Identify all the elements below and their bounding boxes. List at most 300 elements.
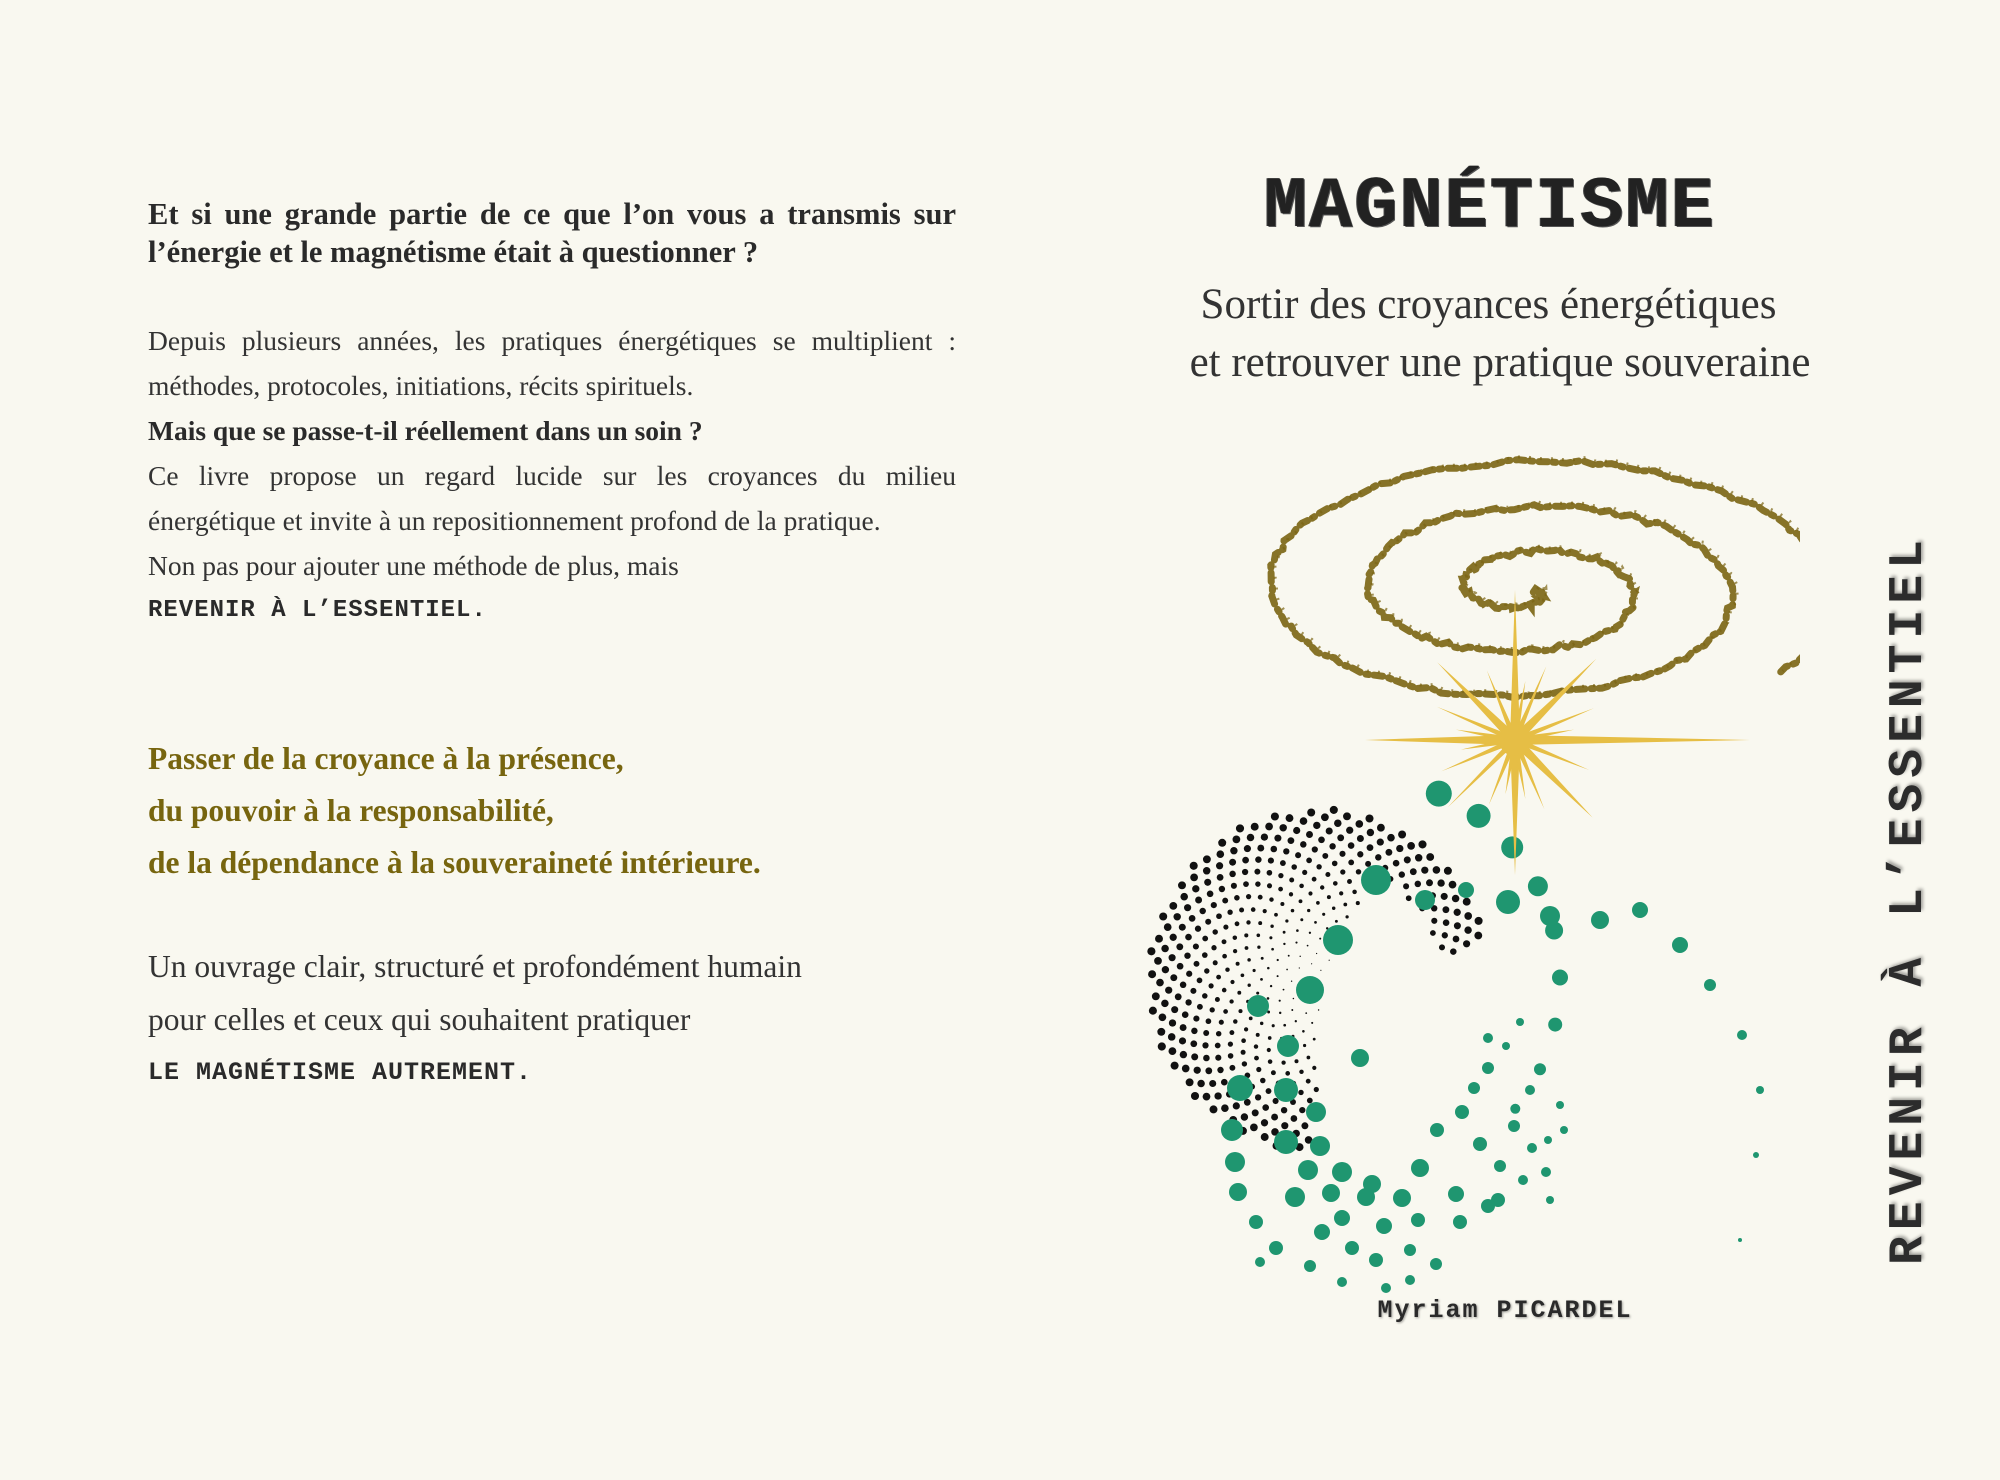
black-dot bbox=[1303, 1044, 1306, 1047]
black-dot bbox=[1241, 973, 1245, 977]
black-dot bbox=[1255, 1094, 1261, 1100]
green-dot bbox=[1528, 876, 1548, 896]
black-dot bbox=[1346, 827, 1353, 834]
black-dot bbox=[1227, 910, 1232, 915]
black-dot bbox=[1171, 1006, 1178, 1013]
black-dot bbox=[1250, 1124, 1258, 1132]
black-dot bbox=[1301, 1122, 1308, 1129]
black-dot bbox=[1203, 1093, 1211, 1101]
black-dot bbox=[1218, 839, 1226, 847]
black-dot bbox=[1184, 952, 1190, 958]
green-dot bbox=[1269, 1241, 1283, 1255]
green-dot bbox=[1298, 1160, 1318, 1180]
black-dot bbox=[1281, 1122, 1288, 1129]
black-dot bbox=[1268, 1059, 1273, 1064]
black-dot bbox=[1157, 1028, 1165, 1036]
black-dot bbox=[1254, 869, 1260, 875]
black-dot bbox=[1298, 1090, 1303, 1095]
black-dot bbox=[1309, 932, 1311, 934]
black-dot bbox=[1279, 824, 1286, 831]
black-dot bbox=[1348, 842, 1355, 849]
black-dot bbox=[1204, 879, 1211, 886]
black-dot bbox=[1278, 887, 1283, 892]
black-dot bbox=[1199, 908, 1205, 914]
green-dot bbox=[1351, 1049, 1369, 1067]
black-dot bbox=[1254, 1044, 1258, 1048]
black-dot bbox=[1442, 932, 1448, 938]
black-dot bbox=[1295, 942, 1297, 944]
black-dot bbox=[1242, 857, 1249, 864]
back-paragraph-2: Ce livre propose un regard lucide sur les croyances du milieu énergétique et invite à un repositionnement profond de la pratique. bbox=[148, 460, 956, 536]
black-dot bbox=[1190, 988, 1196, 994]
black-dot bbox=[1316, 864, 1321, 869]
black-dot bbox=[1255, 856, 1261, 862]
green-dot bbox=[1249, 1215, 1263, 1229]
black-dot bbox=[1261, 1119, 1268, 1126]
black-dot bbox=[1247, 958, 1251, 962]
black-dot bbox=[1474, 932, 1482, 940]
black-dot bbox=[1475, 917, 1483, 925]
black-dot bbox=[1230, 980, 1234, 984]
spiral-stroke bbox=[1271, 460, 1800, 698]
black-dot bbox=[1291, 1115, 1298, 1122]
book-subtitle bbox=[1100, 276, 1900, 392]
black-dot bbox=[1255, 881, 1260, 886]
black-dot bbox=[1439, 944, 1445, 950]
black-dot bbox=[1248, 984, 1251, 987]
black-dot bbox=[1398, 831, 1406, 839]
black-dot bbox=[1283, 943, 1285, 945]
black-dot bbox=[1267, 997, 1270, 1000]
black-dot bbox=[1260, 978, 1263, 981]
black-dot bbox=[1267, 870, 1273, 876]
black-dot bbox=[1286, 814, 1294, 822]
back-emphasis-essentiel: REVENIR À L’ESSENTIEL. bbox=[148, 597, 487, 624]
black-dot bbox=[1176, 943, 1183, 950]
closing-line: Un ouvrage clair, structuré et profondément humain bbox=[148, 949, 802, 984]
black-dot bbox=[1393, 860, 1400, 867]
black-dot bbox=[1233, 1102, 1240, 1109]
black-dot bbox=[1197, 1080, 1205, 1088]
gold-star-icon bbox=[1365, 590, 1750, 875]
green-dot bbox=[1672, 937, 1688, 953]
black-dot bbox=[1399, 871, 1405, 877]
black-dot bbox=[1281, 1060, 1285, 1064]
green-dot bbox=[1737, 1030, 1747, 1040]
black-dot bbox=[1333, 881, 1338, 886]
black-dot bbox=[1307, 909, 1310, 912]
black-dot bbox=[1365, 814, 1373, 822]
green-dot bbox=[1337, 1277, 1347, 1287]
black-dot bbox=[1244, 845, 1251, 852]
black-dot bbox=[1441, 893, 1448, 900]
black-dot bbox=[1464, 912, 1472, 920]
black-dot bbox=[1339, 851, 1345, 857]
gold-line: Passer de la croyance à la présence, bbox=[148, 741, 624, 776]
black-dot bbox=[1261, 1133, 1269, 1141]
black-dot bbox=[1212, 929, 1217, 934]
black-dot bbox=[1291, 1009, 1293, 1011]
black-dot bbox=[1367, 829, 1374, 836]
black-dot bbox=[1161, 1000, 1168, 1007]
black-dot bbox=[1175, 993, 1182, 1000]
black-dot bbox=[1239, 908, 1244, 913]
black-dot bbox=[1168, 1033, 1176, 1041]
black-dot bbox=[1256, 933, 1260, 937]
black-dot bbox=[1308, 891, 1312, 895]
black-dot bbox=[1318, 836, 1325, 843]
black-dot bbox=[1206, 1018, 1212, 1024]
black-dot bbox=[1253, 969, 1256, 972]
black-dot bbox=[1203, 1030, 1209, 1036]
back-closing bbox=[148, 940, 956, 1099]
black-dot bbox=[1197, 978, 1203, 984]
black-dot bbox=[1258, 895, 1263, 900]
black-dot bbox=[1352, 890, 1357, 895]
green-dot bbox=[1221, 1119, 1243, 1141]
green-dot bbox=[1455, 1105, 1469, 1119]
black-dot bbox=[1410, 868, 1417, 875]
black-dot bbox=[1262, 1104, 1269, 1111]
green-dot bbox=[1426, 781, 1452, 807]
black-dot bbox=[1205, 1067, 1212, 1074]
black-dot bbox=[1316, 901, 1320, 905]
black-dot bbox=[1273, 1098, 1279, 1104]
green-dot bbox=[1483, 1033, 1493, 1043]
black-dot bbox=[1415, 854, 1422, 861]
green-dot bbox=[1345, 1241, 1359, 1255]
black-dot bbox=[1164, 923, 1172, 931]
black-dot bbox=[1195, 926, 1201, 932]
back-paragraph-1: Depuis plusieurs années, les pratiques énergétiques se multiplient : méthodes, protocoles, initiations, récits spirituels. bbox=[148, 325, 956, 401]
black-dot bbox=[1291, 981, 1292, 982]
subtitle-line-2: et retrouver une pratique souveraine bbox=[1189, 339, 1811, 386]
black-dot bbox=[1229, 1030, 1234, 1035]
black-dot bbox=[1306, 831, 1313, 838]
green-dot bbox=[1473, 1137, 1487, 1151]
back-cover-body bbox=[148, 318, 956, 633]
black-dot bbox=[1335, 920, 1338, 923]
black-dot bbox=[1221, 1079, 1228, 1086]
black-dot bbox=[1307, 1098, 1313, 1104]
black-dot bbox=[1348, 860, 1354, 866]
black-dot bbox=[1280, 860, 1286, 866]
black-dot bbox=[1238, 1009, 1242, 1013]
black-dot bbox=[1343, 812, 1351, 820]
black-dot bbox=[1217, 874, 1224, 881]
black-dot bbox=[1216, 1031, 1221, 1036]
black-dot bbox=[1209, 1080, 1216, 1087]
black-dot bbox=[1329, 960, 1330, 961]
black-dot bbox=[1289, 892, 1293, 896]
black-dot bbox=[1330, 806, 1338, 814]
green-dot bbox=[1415, 890, 1435, 910]
black-dot bbox=[1180, 982, 1187, 989]
green-dot bbox=[1516, 1018, 1524, 1026]
black-dot bbox=[1223, 925, 1228, 930]
black-dot bbox=[1152, 992, 1160, 1000]
green-dot bbox=[1393, 1189, 1411, 1207]
black-dot bbox=[1268, 858, 1274, 864]
green-dot bbox=[1411, 1213, 1425, 1227]
green-dot bbox=[1255, 1257, 1265, 1267]
green-dot bbox=[1560, 1126, 1568, 1134]
black-dot bbox=[1222, 988, 1227, 993]
green-dot bbox=[1518, 1175, 1528, 1185]
black-dot bbox=[1190, 1040, 1197, 1047]
black-dot bbox=[1305, 1012, 1307, 1014]
black-dot bbox=[1214, 1092, 1221, 1099]
black-dot bbox=[1307, 1056, 1311, 1060]
black-dot bbox=[1426, 879, 1433, 886]
black-dot bbox=[1286, 969, 1288, 971]
black-dot bbox=[1272, 1024, 1275, 1027]
book-title: MAGNÉTISME bbox=[1263, 166, 1717, 248]
green-dot bbox=[1556, 1101, 1564, 1109]
black-dot bbox=[1194, 1067, 1201, 1074]
black-dot bbox=[1202, 952, 1208, 958]
black-dot bbox=[1170, 934, 1177, 941]
black-dot bbox=[1271, 948, 1274, 951]
green-dot bbox=[1482, 1062, 1494, 1074]
black-dot bbox=[1233, 949, 1237, 953]
black-dot bbox=[1149, 1007, 1157, 1015]
green-dot bbox=[1738, 1238, 1742, 1242]
black-dot bbox=[1283, 989, 1285, 991]
green-dot bbox=[1756, 1086, 1764, 1094]
green-dot bbox=[1458, 882, 1474, 898]
black-dot bbox=[1222, 939, 1227, 944]
cover-illustration bbox=[1080, 440, 1800, 1310]
black-dot bbox=[1387, 834, 1395, 842]
black-dot bbox=[1267, 883, 1272, 888]
author-name: Myriam PICARDEL bbox=[1377, 1296, 1633, 1325]
black-dot bbox=[1219, 1020, 1224, 1025]
black-dot bbox=[1312, 1066, 1316, 1070]
black-dot bbox=[1345, 915, 1348, 918]
scribble-spiral-icon bbox=[1271, 457, 1800, 698]
green-dot bbox=[1229, 1183, 1247, 1201]
black-dot bbox=[1289, 878, 1294, 883]
black-dot bbox=[1367, 844, 1374, 851]
black-dot bbox=[1256, 1067, 1261, 1072]
green-dot bbox=[1332, 1162, 1352, 1182]
green-dot bbox=[1274, 1078, 1298, 1102]
gold-line: du pouvoir à la responsabilité, bbox=[148, 793, 554, 828]
black-dot bbox=[1294, 1059, 1298, 1063]
black-dot bbox=[1202, 936, 1208, 942]
black-dot bbox=[1357, 835, 1364, 842]
black-dot bbox=[1268, 1036, 1272, 1040]
black-dot bbox=[1444, 867, 1452, 875]
green-dot bbox=[1453, 1215, 1467, 1229]
black-dot bbox=[1233, 836, 1241, 844]
black-dot bbox=[1169, 1047, 1177, 1055]
black-dot bbox=[1203, 855, 1211, 863]
black-dot bbox=[1203, 1055, 1210, 1062]
black-dot bbox=[1322, 853, 1328, 859]
green-dot bbox=[1534, 1063, 1546, 1075]
green-dot bbox=[1277, 1035, 1299, 1057]
black-dot bbox=[1245, 946, 1249, 950]
green-dot-spiral bbox=[1221, 781, 1764, 1293]
black-dot bbox=[1320, 970, 1321, 971]
black-dot bbox=[1375, 854, 1381, 860]
black-dot bbox=[1291, 909, 1295, 913]
back-bold-question: Mais que se passe-t-il réellement dans un soin ? bbox=[148, 415, 703, 446]
black-dot bbox=[1313, 822, 1320, 829]
black-dot bbox=[1307, 809, 1315, 817]
green-dot bbox=[1306, 1102, 1326, 1122]
black-dot bbox=[1332, 907, 1335, 910]
black-dot bbox=[1299, 956, 1300, 957]
black-dot bbox=[1274, 835, 1281, 842]
black-dot bbox=[1288, 955, 1290, 957]
black-dot bbox=[1192, 885, 1199, 892]
black-dot bbox=[1204, 968, 1209, 973]
black-dot bbox=[1210, 1007, 1215, 1012]
black-dot bbox=[1261, 833, 1268, 840]
black-dot bbox=[1222, 954, 1227, 959]
black-dot bbox=[1278, 873, 1283, 878]
green-dot bbox=[1405, 1275, 1415, 1285]
black-dot bbox=[1246, 920, 1250, 924]
black-dot bbox=[1179, 924, 1186, 931]
black-dot bbox=[1279, 1012, 1281, 1014]
black-dot bbox=[1209, 983, 1214, 988]
green-dot bbox=[1430, 1258, 1442, 1270]
black-dot bbox=[1211, 902, 1217, 908]
black-dot bbox=[1300, 841, 1307, 848]
green-dot bbox=[1591, 911, 1609, 929]
black-dot bbox=[1229, 1065, 1235, 1071]
green-dot bbox=[1548, 1018, 1562, 1032]
black-dot bbox=[1269, 897, 1273, 901]
black-dot bbox=[1229, 859, 1236, 866]
black-dot bbox=[1356, 901, 1360, 905]
black-dot bbox=[1299, 1107, 1305, 1113]
closing-line: pour celles et ceux qui souhaitent pratiquer bbox=[148, 1002, 691, 1037]
black-dot bbox=[1316, 953, 1317, 954]
black-dot bbox=[1229, 999, 1233, 1003]
green-dot bbox=[1481, 1199, 1495, 1213]
black-dot bbox=[1180, 1051, 1187, 1058]
black-dot bbox=[1404, 856, 1411, 863]
black-dot bbox=[1339, 891, 1343, 895]
green-dot bbox=[1361, 865, 1391, 895]
black-dot bbox=[1267, 967, 1270, 970]
black-dot bbox=[1314, 1087, 1319, 1092]
black-dot bbox=[1236, 824, 1244, 832]
black-dot bbox=[1450, 948, 1456, 954]
black-dot bbox=[1243, 881, 1249, 887]
black-dot bbox=[1311, 963, 1312, 964]
black-dot bbox=[1228, 1041, 1233, 1046]
black-dot bbox=[1191, 1092, 1199, 1100]
black-dot bbox=[1182, 1011, 1189, 1018]
black-dot bbox=[1365, 861, 1371, 867]
black-dot bbox=[1291, 864, 1297, 870]
black-dot bbox=[1261, 957, 1264, 960]
black-dot bbox=[1223, 1009, 1228, 1014]
black-dot bbox=[1319, 938, 1321, 940]
black-dot bbox=[1449, 881, 1457, 889]
black-dot bbox=[1421, 867, 1428, 874]
black-dot bbox=[1249, 1017, 1253, 1021]
green-dot bbox=[1448, 1186, 1464, 1202]
black-dot bbox=[1426, 853, 1434, 861]
black-dot bbox=[1258, 921, 1262, 925]
black-dot bbox=[1312, 877, 1317, 882]
black-dot bbox=[1217, 1067, 1223, 1073]
black-dot bbox=[1170, 974, 1177, 981]
black-dot bbox=[1254, 1056, 1259, 1061]
black-dot bbox=[1215, 997, 1220, 1002]
star-core bbox=[1499, 724, 1531, 756]
black-dot bbox=[1162, 966, 1169, 973]
black-dot bbox=[1312, 846, 1318, 852]
black-dot bbox=[1242, 869, 1248, 875]
black-dot bbox=[1173, 913, 1180, 920]
black-dot bbox=[1302, 870, 1307, 875]
black-dot bbox=[1210, 1105, 1218, 1113]
black-dot bbox=[1169, 902, 1177, 910]
black-dot bbox=[1314, 921, 1317, 924]
black-dot bbox=[1270, 985, 1272, 987]
black-dot bbox=[1302, 1030, 1305, 1033]
green-dot bbox=[1753, 1152, 1759, 1158]
black-dot bbox=[1347, 879, 1352, 884]
black-dot bbox=[1222, 898, 1228, 904]
black-dot bbox=[1270, 846, 1277, 853]
black-dot bbox=[1443, 919, 1450, 926]
black-dot bbox=[1171, 1062, 1179, 1070]
black-dot bbox=[1385, 849, 1392, 856]
black-dot bbox=[1396, 845, 1403, 852]
black-dot bbox=[1277, 959, 1279, 961]
black-dot bbox=[1242, 1061, 1247, 1066]
green-dot bbox=[1274, 1130, 1298, 1154]
black-dot bbox=[1463, 940, 1470, 947]
black-dot bbox=[1180, 1024, 1187, 1031]
green-dot bbox=[1381, 1283, 1391, 1293]
black-dot bbox=[1343, 903, 1347, 907]
green-dot bbox=[1502, 1042, 1510, 1050]
black-dot bbox=[1377, 839, 1384, 846]
black-dot bbox=[1299, 1070, 1303, 1074]
black-dot bbox=[1182, 1065, 1190, 1073]
green-dot bbox=[1546, 1196, 1554, 1204]
black-dot bbox=[1197, 1004, 1203, 1010]
black-dot bbox=[1180, 893, 1188, 901]
black-dot bbox=[1265, 823, 1273, 831]
black-dot bbox=[1231, 883, 1237, 889]
black-dot bbox=[1216, 862, 1223, 869]
black-dot bbox=[1418, 840, 1426, 848]
black-dot bbox=[1216, 913, 1222, 919]
black-dot bbox=[1241, 1038, 1246, 1043]
black-dot bbox=[1263, 909, 1267, 913]
back-paragraph-3: Non pas pour ajouter une méthode de plus, mais bbox=[148, 550, 679, 581]
black-dot bbox=[1194, 961, 1200, 967]
black-dot bbox=[1442, 906, 1449, 913]
black-dot bbox=[1230, 847, 1237, 854]
black-dot bbox=[1415, 881, 1422, 888]
black-dot bbox=[1260, 1078, 1266, 1084]
black-dot bbox=[1437, 879, 1444, 886]
black-dot bbox=[1271, 1114, 1278, 1121]
star-ray bbox=[1515, 735, 1750, 745]
